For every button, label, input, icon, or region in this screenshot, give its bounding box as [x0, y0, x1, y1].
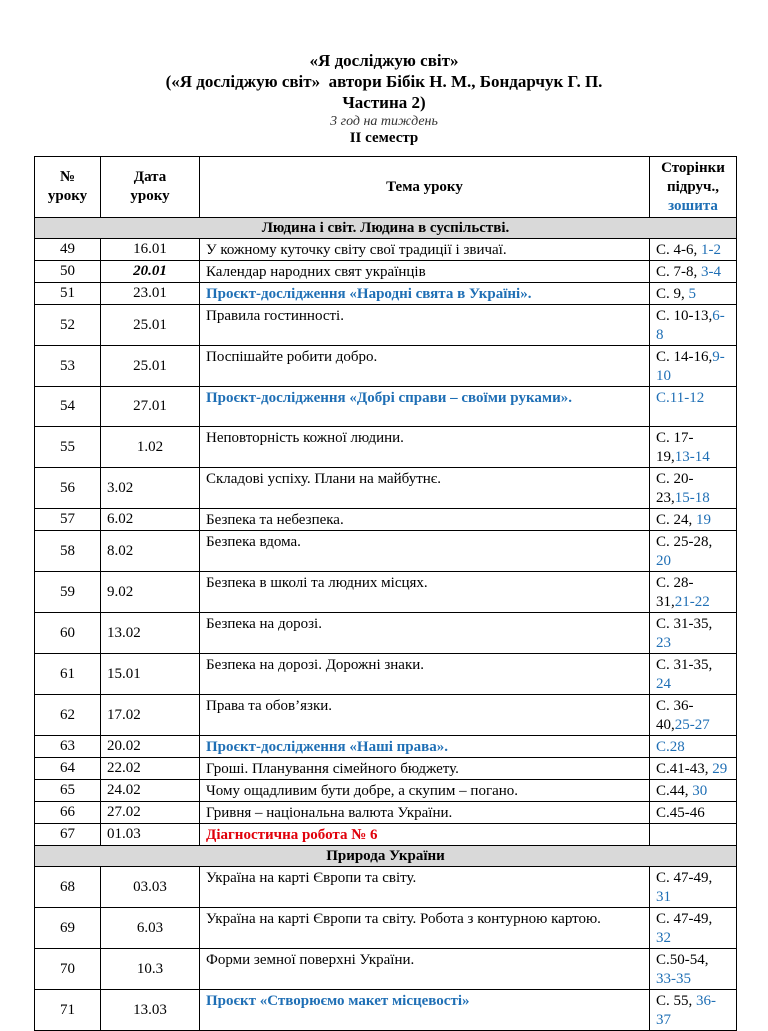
lesson-date: 6.03 [101, 908, 200, 949]
lesson-number: 68 [35, 867, 101, 908]
lesson-number: 53 [35, 346, 101, 387]
lesson-number: 63 [35, 736, 101, 758]
pages-cell [650, 949, 737, 990]
pages-cell [650, 387, 737, 427]
col-header-number: № уроку [35, 157, 101, 218]
lesson-topic: У кожному куточку світу свої традиції і звичаї. [200, 239, 650, 261]
lesson-topic: Безпека в школі та людних місцях. [200, 572, 650, 613]
pages-cell [650, 824, 737, 846]
lesson-topic: Неповторність кожної людини. [200, 427, 650, 468]
workbook-pages: 3-4 [701, 264, 721, 280]
lesson-topic: Діагностична робота № 6 [200, 824, 650, 846]
lesson-topic: Календар народних свят українців [200, 261, 650, 283]
lesson-topic: Складові успіху. Плани на майбутнє. [200, 468, 650, 509]
textbook-pages: С. 17-19, [656, 430, 694, 465]
textbook-pages: С. 31-35, [656, 657, 713, 673]
workbook-pages: С.11-12 [656, 390, 705, 406]
workbook-pages: 36-37 [656, 993, 717, 1028]
lesson-topic: Поспішайте робити добро. [200, 346, 650, 387]
lesson-topic: Безпека та небезпека. [200, 509, 650, 531]
lesson-number: 66 [35, 802, 101, 824]
lesson-date: 6.02 [101, 509, 200, 531]
pages-cell [650, 283, 737, 305]
textbook-pages: С. 28-31, [656, 575, 694, 610]
lesson-number: 60 [35, 613, 101, 654]
lesson-date: 13.03 [101, 990, 200, 1031]
workbook-pages: 1-2 [701, 242, 721, 258]
lesson-number: 54 [35, 387, 101, 427]
pages-cell [650, 867, 737, 908]
textbook-pages: С. 9, [656, 286, 689, 302]
textbook-pages: С.44, [656, 783, 693, 799]
table-row [35, 509, 737, 531]
textbook-pages: С. 14-16, [656, 349, 713, 365]
pages-cell [650, 695, 737, 736]
lesson-number: 55 [35, 427, 101, 468]
textbook-pages: С. 20-23, [656, 471, 694, 506]
lesson-date: 03.03 [101, 867, 200, 908]
pages-cell [650, 427, 737, 468]
textbook-pages: С. 4-6, [656, 242, 701, 258]
lesson-number: 67 [35, 824, 101, 846]
lesson-date: 16.01 [101, 239, 200, 261]
textbook-pages: С. 24, [656, 512, 697, 528]
textbook-pages: С. 55, [656, 993, 697, 1009]
table-row [35, 572, 737, 613]
pages-cell [650, 346, 737, 387]
table-row [35, 239, 737, 261]
workbook-pages: 20 [656, 553, 671, 569]
workbook-pages: 5 [688, 286, 697, 302]
table-row [35, 758, 737, 780]
table-row [35, 346, 737, 387]
table-row [35, 695, 737, 736]
table-row [35, 305, 737, 346]
lesson-topic: Проєкт-дослідження «Добрі справи – своїми руками». [200, 387, 650, 427]
pages-cell [650, 908, 737, 949]
lesson-date: 27.02 [101, 802, 200, 824]
section-title: Природа України [35, 846, 737, 867]
workbook-pages: 33-35 [656, 971, 691, 987]
workbook-pages: 31 [656, 889, 671, 905]
lesson-number: 71 [35, 990, 101, 1031]
pages-cell [650, 990, 737, 1031]
lesson-number: 51 [35, 283, 101, 305]
lesson-topic: Права та обов’язки. [200, 695, 650, 736]
pages-cell [650, 572, 737, 613]
lesson-topic: Форми земної поверхні України. [200, 949, 650, 990]
lesson-number: 58 [35, 531, 101, 572]
workbook-pages: 21-22 [674, 594, 710, 610]
workbook-pages: 23 [656, 635, 671, 651]
table-body [35, 218, 737, 1031]
textbook-pages: С. 10-13, [656, 308, 713, 324]
textbook-pages: С. 31-35, [656, 616, 713, 632]
lesson-topic: Чому ощадливим бути добре, а скупим – погано. [200, 780, 650, 802]
textbook-pages: С. 7-8, [656, 264, 701, 280]
table-row [35, 654, 737, 695]
lesson-date: 20.01 [101, 261, 200, 283]
table-row [35, 949, 737, 990]
workbook-pages: 32 [656, 930, 671, 946]
table-row [35, 990, 737, 1031]
lesson-number: 65 [35, 780, 101, 802]
pages-cell [650, 654, 737, 695]
lesson-date: 24.02 [101, 780, 200, 802]
document-header [0, 50, 768, 147]
textbook-pages: С. 25-28, [656, 534, 713, 550]
textbook-pages: С. 36-40, [656, 698, 694, 733]
lesson-topic: Гривня – національна валюта України. [200, 802, 650, 824]
lesson-number: 69 [35, 908, 101, 949]
table-row [35, 780, 737, 802]
pages-cell [650, 613, 737, 654]
lesson-number: 50 [35, 261, 101, 283]
lesson-number: 52 [35, 305, 101, 346]
lesson-date: 17.02 [101, 695, 200, 736]
textbook-pages: С. 47-49, [656, 911, 713, 927]
pages-cell [650, 509, 737, 531]
lesson-number: 64 [35, 758, 101, 780]
lesson-date: 25.01 [101, 346, 200, 387]
textbook-pages: С.50-54, [656, 952, 709, 968]
textbook-pages: С.45-46 [656, 805, 705, 821]
lesson-date: 15.01 [101, 654, 200, 695]
lesson-topic: Україна на карті Європи та світу. Робота з контурною картою. [200, 908, 650, 949]
lesson-number: 70 [35, 949, 101, 990]
table-row [35, 824, 737, 846]
pages-cell [650, 261, 737, 283]
section-title: Людина і світ. Людина в суспільстві. [35, 218, 737, 239]
lesson-date: 1.02 [101, 427, 200, 468]
lesson-number: 56 [35, 468, 101, 509]
col-header-topic: Тема уроку [200, 157, 650, 218]
table-row [35, 908, 737, 949]
lesson-date: 25.01 [101, 305, 200, 346]
pages-cell [650, 531, 737, 572]
lesson-topic: Проєкт-дослідження «Наші права». [200, 736, 650, 758]
pages-cell [650, 780, 737, 802]
workbook-pages: 9-10 [656, 349, 725, 384]
lesson-plan-table [34, 156, 737, 1031]
lesson-topic: Гроші. Планування сімейного бюджету. [200, 758, 650, 780]
lesson-date: 23.01 [101, 283, 200, 305]
lesson-number: 49 [35, 239, 101, 261]
lesson-date: 20.02 [101, 736, 200, 758]
pages-cell [650, 758, 737, 780]
lesson-date: 13.02 [101, 613, 200, 654]
pages-cell [650, 802, 737, 824]
workbook-pages: 24 [656, 676, 671, 692]
table-header-row [35, 157, 737, 218]
lesson-topic: Безпека на дорозі. Дорожні знаки. [200, 654, 650, 695]
title-line-2: («Я досліджую світ» автори Бібік Н. М., Бондарчук Г. П. [165, 72, 603, 91]
lesson-number: 59 [35, 572, 101, 613]
table-row [35, 283, 737, 305]
hours-per-week: 3 год на тиждень [330, 114, 438, 129]
workbook-pages: 29 [712, 761, 728, 777]
semester-label: ІІ семестр [349, 130, 419, 146]
lesson-topic: Безпека вдома. [200, 531, 650, 572]
table-row [35, 531, 737, 572]
lesson-number: 61 [35, 654, 101, 695]
workbook-pages: 13-14 [674, 449, 710, 465]
table-row [35, 802, 737, 824]
workbook-pages: 15-18 [674, 490, 710, 506]
pages-cell [650, 305, 737, 346]
lesson-number: 62 [35, 695, 101, 736]
lesson-date: 22.02 [101, 758, 200, 780]
section-header-row [35, 218, 737, 239]
table-row [35, 427, 737, 468]
section-header-row [35, 846, 737, 867]
lesson-topic: Проєкт «Створюємо макет місцевості» [200, 990, 650, 1031]
textbook-pages: С. 47-49, [656, 870, 713, 886]
workbook-pages: 25-27 [674, 717, 710, 733]
col-header-date: Дата уроку [101, 157, 200, 218]
lesson-number: 57 [35, 509, 101, 531]
table-row [35, 387, 737, 427]
lesson-topic: Україна на карті Європи та світу. [200, 867, 650, 908]
lesson-topic: Безпека на дорозі. [200, 613, 650, 654]
pages-cell [650, 468, 737, 509]
workbook-pages: 19 [696, 512, 712, 528]
lesson-topic: Правила гостинності. [200, 305, 650, 346]
pages-cell [650, 736, 737, 758]
col-header-pages: Сторінки підруч., зошита [650, 157, 737, 218]
lesson-date: 27.01 [101, 387, 200, 427]
workbook-pages: 6-8 [656, 308, 725, 343]
lesson-date: 01.03 [101, 824, 200, 846]
lesson-date: 9.02 [101, 572, 200, 613]
workbook-pages: 30 [692, 783, 708, 799]
pages-cell [650, 239, 737, 261]
table-row [35, 261, 737, 283]
table-row [35, 736, 737, 758]
title-line-3: Частина 2) [342, 93, 426, 112]
lesson-date: 8.02 [101, 531, 200, 572]
title-line-1: «Я досліджую світ» [309, 51, 459, 70]
textbook-pages: С.41-43, [656, 761, 713, 777]
lesson-date: 10.3 [101, 949, 200, 990]
table-row [35, 867, 737, 908]
lesson-date: 3.02 [101, 468, 200, 509]
table-row [35, 468, 737, 509]
workbook-pages: С.28 [656, 739, 685, 755]
table-row [35, 613, 737, 654]
lesson-topic: Проєкт-дослідження «Народні свята в Україні». [200, 283, 650, 305]
